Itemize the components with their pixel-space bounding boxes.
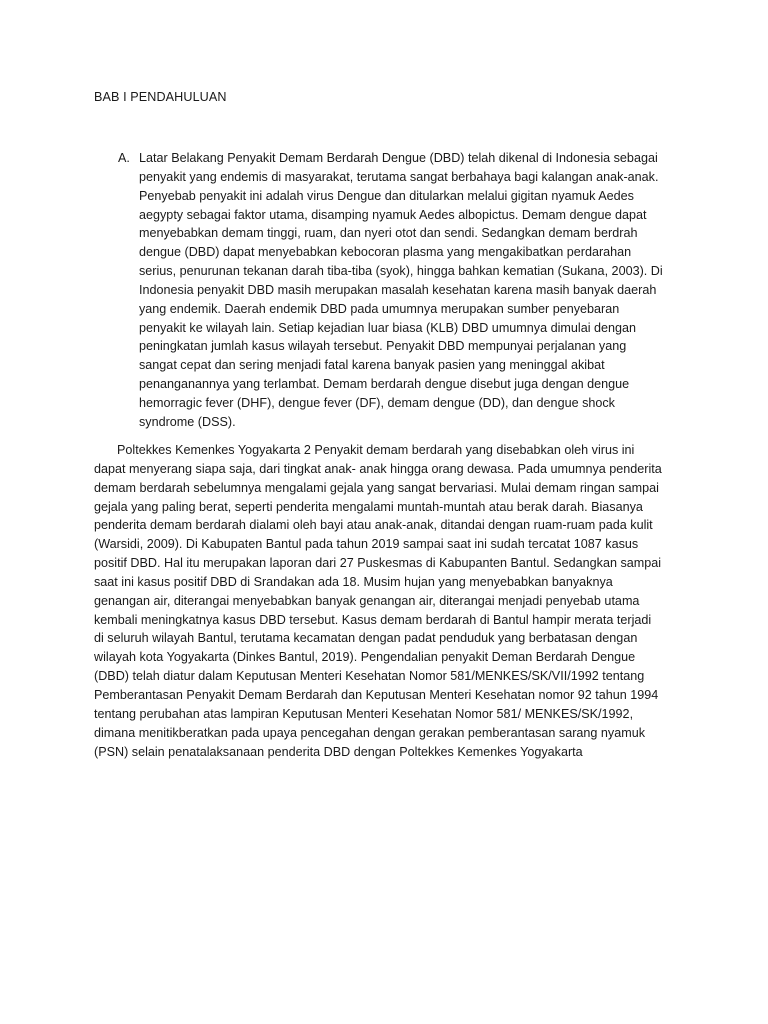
- text-line: demam berdarah sebelumnya mengalami gejala yang sangat bervariasi. Mulai demam ringan sampai: [94, 480, 659, 495]
- text-line: aegypty sebagai faktor utama, disamping nyamuk Aedes albopictus. Demam dengue dapat: [139, 207, 647, 222]
- text-line: penderita demam berdarah dialami oleh bayi atau anak-anak, ditandai dengan ruam-ruam pada kulit: [94, 518, 653, 533]
- body-paragraph: [94, 441, 694, 761]
- list-marker: A.: [118, 151, 130, 165]
- text-line: syndrome (DSS).: [139, 414, 236, 429]
- text-line: wilayah kota Yogyakarta (Dinkes Bantul, 2019). Pengendalian penyakit Deman Berdarah Dengue: [94, 650, 636, 665]
- text-line: gejala yang paling berat, seperti penderita mengalami muntah-muntah atau berak darah. Biasanya: [94, 499, 643, 514]
- text-line: Penyebab penyakit ini adalah virus Dengue dan ditularkan melalui gigitan nyamuk Aedes: [139, 188, 634, 203]
- text-line: (DBD) telah diatur dalam Keputusan Menteri Kesehatan Nomor 581/MENKES/SK/VII/1992 tentang: [94, 669, 645, 684]
- text-line: hemorragic fever (DHF), dengue fever (DF), demam dengue (DD), dan dengue shock: [139, 395, 615, 410]
- text-line: penyakit yang endemis di masyarakat, terutama sangat berbahaya bagi kalangan anak-anak.: [139, 169, 659, 184]
- chapter-heading: BAB I PENDAHULUAN: [94, 90, 227, 104]
- text-line: (PSN) selain penatalaksanaan penderita DBD dengan Poltekkes Kemenkes Yogyakarta: [94, 744, 583, 759]
- text-line: sangat cepat dan sering menjadi fatal karena banyak pasien yang meninggal akibat: [139, 358, 605, 373]
- text-line: Latar Belakang Penyakit Demam Berdarah Dengue (DBD) telah dikenal di Indonesia sebagai: [139, 151, 658, 165]
- text-line: tentang perubahan atas lampiran Keputusan Menteri Kesehatan Nomor 581/ MENKES/SK/1992,: [94, 706, 634, 721]
- text-line: menyebabkan demam tinggi, ruam, dan nyeri otot dan sendi. Sedangkan demam berdrah: [139, 226, 638, 241]
- list-item-body: [139, 149, 699, 432]
- text-line: dapat menyerang siapa saja, dari tingkat anak- anak hingga orang dewasa. Pada umumnya penderita: [94, 461, 662, 476]
- text-line: Pemberantasan Penyakit Demam Berdarah dan Keputusan Menteri Kesehatan nomor 92 tahun 1994: [94, 687, 659, 702]
- text-line: dimana menitikberatkan pada upaya pencegahan dengan gerakan pemberantasan sarang nyamuk: [94, 725, 646, 740]
- text-line: saat ini kasus positif DBD di Srandakan ada 18. Musim hujan yang menyebabkan banyaknya: [94, 574, 613, 589]
- text-line: penanganannya yang terlambat. Demam berdarah dengue disebut juga dengan dengue: [139, 377, 630, 392]
- text-line: peningkatan jumlah kasus wilayah tersebut. Penyakit DBD mempunyai perjalanan yang: [139, 339, 627, 354]
- text-line: dengue (DBD) dapat menyebabkan kebocoran plasma yang mengakibatkan perdarahan: [139, 245, 632, 260]
- text-line: Poltekkes Kemenkes Yogyakarta 2 Penyakit demam berdarah yang disebabkan oleh virus ini: [117, 443, 635, 457]
- text-line: positif DBD. Hal itu merupakan laporan dari 27 Puskesmas di Kabupanten Bantul. Sedangkan sampai: [94, 556, 662, 571]
- text-line: Indonesia penyakit DBD masih merupakan masalah kesehatan karena masih banyak daerah: [139, 282, 657, 297]
- text-line: yang endemik. Daerah endemik DBD pada umumnya merupakan sumber penyebaran: [139, 301, 620, 316]
- text-line: penyakit ke wilayah lain. Setiap kejadian luar biasa (KLB) DBD umumnya dimulai dengan: [139, 320, 637, 335]
- text-line: di seluruh wilayah Bantul, terutama kecamatan dengan padat penduduk yang berbatasan dengan: [94, 631, 638, 646]
- text-line: genangan air, diterangai menyebabkan banyak genangan air, diterangai menjadi penyebab utama: [94, 593, 640, 608]
- text-line: kembali meningkatnya kasus DBD tersebut. Kasus demam berdarah di Bantul hampir merata terjadi: [94, 612, 652, 627]
- text-line: serius, penurunan tekanan darah tiba-tiba (syok), hingga bahkan kematian (Sukana, 2003). Di: [139, 264, 663, 279]
- text-line: (Warsidi, 2009). Di Kabupaten Bantul pada tahun 2019 sampai saat ini sudah tercatat 1087 kasus: [94, 537, 639, 552]
